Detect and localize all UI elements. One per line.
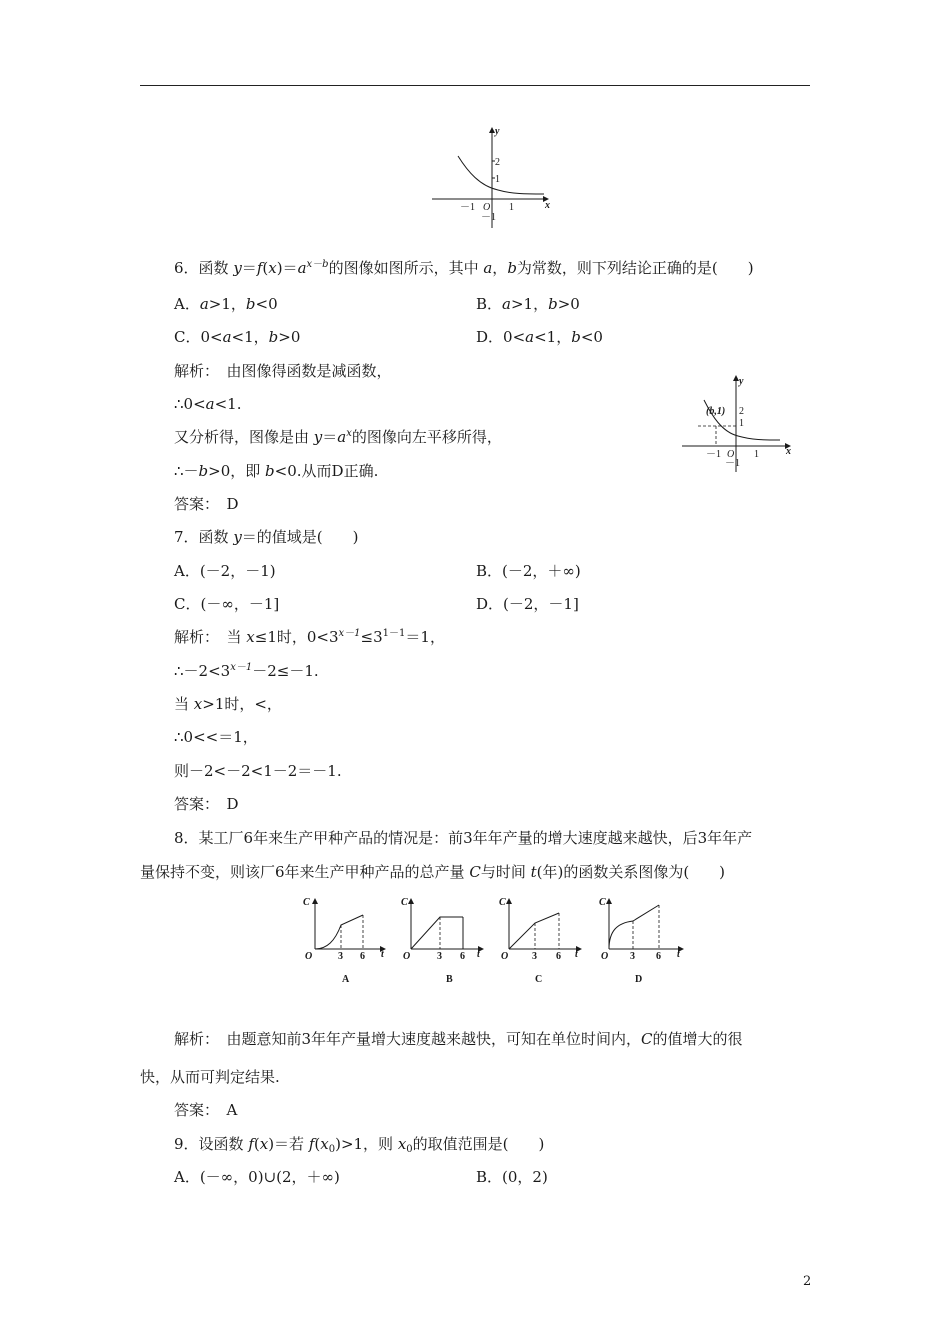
tick-1: 1 bbox=[495, 174, 500, 185]
tick-1-x: 1 bbox=[509, 202, 514, 213]
option-graph-d bbox=[599, 897, 683, 985]
q6-solution-1: 解析： 由图像得函数是减函数， bbox=[174, 362, 392, 380]
point-label: (b,1) bbox=[706, 406, 726, 417]
svg-text:6: 6 bbox=[360, 951, 365, 962]
tick-neg1-y: －1 bbox=[725, 458, 740, 469]
svg-text:O: O bbox=[501, 951, 509, 962]
svg-text:t: t bbox=[575, 949, 578, 960]
q8-solution-2: 快，从而可判定结果. bbox=[140, 1068, 280, 1086]
q6-solution-figure bbox=[680, 372, 800, 472]
q7-answer: 答案： D bbox=[174, 795, 239, 813]
q9-option-a: A．(－∞，0)∪(2，＋∞) bbox=[174, 1168, 340, 1186]
tick-neg1-x: －1 bbox=[460, 202, 475, 213]
origin: O bbox=[727, 449, 735, 460]
svg-text:C: C bbox=[303, 897, 310, 908]
q7-stem: 7．函数 y＝的值域是( ) bbox=[174, 528, 359, 546]
q7-solution-2: $\therefore-2<3^{x-1}-2\le-1$. bbox=[174, 662, 319, 680]
q6-solution-3: 又分析得，图像是由 $y=a^x$的图像向左平移所得， bbox=[174, 428, 502, 446]
q7-solution-5: 则－2<－2<1－2＝－1. bbox=[174, 762, 342, 780]
q8-answer: 答案： A bbox=[174, 1101, 238, 1119]
q7-solution-1: 解析： 当 x≤1时，$0<3^{x-1}\le 3^{1-1}=1$， bbox=[174, 628, 445, 646]
x-label: x bbox=[545, 200, 550, 211]
q6-option-a: A．a>1，b<0 bbox=[174, 295, 278, 313]
tick-1: 1 bbox=[739, 418, 744, 429]
q8-solution-1: 解析： 由题意知前3年年产量增大速度越来越快，可知在单位时间内，C的值增大的很 bbox=[174, 1030, 743, 1048]
svg-text:t: t bbox=[677, 949, 680, 960]
option-graph-a bbox=[303, 897, 385, 985]
svg-text:C: C bbox=[599, 897, 606, 908]
svg-text:C: C bbox=[401, 897, 408, 908]
q6-option-c: C．0<a<1，b>0 bbox=[174, 328, 301, 346]
option-graph-label: A bbox=[342, 974, 350, 985]
option-graph-label: C bbox=[535, 974, 543, 985]
svg-text:C: C bbox=[499, 897, 506, 908]
tick-2: 2 bbox=[739, 406, 744, 417]
q7-option-c: C．(－∞，－1] bbox=[174, 595, 280, 613]
q6-option-d: D．0<a<1，b<0 bbox=[476, 328, 603, 346]
q6-answer: 答案： D bbox=[174, 495, 239, 513]
option-graph-label: D bbox=[635, 974, 643, 985]
svg-text:t: t bbox=[381, 949, 384, 960]
page-number: 2 bbox=[803, 1274, 812, 1289]
q6-solution-4: ∴－b>0，即 b<0.从而D正确. bbox=[174, 462, 379, 480]
option-graph-b bbox=[401, 897, 483, 985]
origin: O bbox=[483, 202, 491, 213]
q7-option-d: D．(－2，－1] bbox=[476, 595, 579, 613]
q6-stem: 6．函数 $y=f(x)=a^{x-b}$的图像如图所示，其中 a，b为常数，则下列结论正确的是( ) bbox=[174, 259, 754, 277]
q6-figure bbox=[428, 124, 568, 234]
svg-text:O: O bbox=[601, 951, 609, 962]
svg-text:3: 3 bbox=[437, 951, 442, 962]
q7-solution-4: ∴0<<＝1， bbox=[174, 728, 258, 746]
q9-option-b: B．(0，2) bbox=[476, 1168, 548, 1186]
option-graph-c bbox=[499, 897, 581, 985]
q7-solution-3: 当 x>1时，<， bbox=[174, 695, 282, 713]
q8-stem-1: 8．某工厂6年来生产甲种产品的情况是：前3年年产量的增大速度越来越快，后3年年产 bbox=[174, 829, 753, 847]
y-label: y bbox=[739, 376, 744, 387]
tick-neg1-x: －1 bbox=[706, 449, 721, 460]
q8-stem-2: 量保持不变，则该厂6年来生产甲种产品的总产量 C与时间 t(年)的函数关系图像为( ) bbox=[140, 863, 726, 881]
tick-2: 2 bbox=[495, 157, 500, 168]
option-graph-label: B bbox=[446, 974, 453, 985]
q8-option-graphs bbox=[295, 893, 695, 993]
q7-option-a: A．(－2，－1) bbox=[174, 562, 276, 580]
curve bbox=[458, 156, 544, 194]
svg-text:O: O bbox=[403, 951, 411, 962]
header-rule bbox=[140, 85, 810, 86]
q9-stem: 9．设函数 f(x)＝若 $f(x_0)>1$，则 $x_0$的取值范围是( ) bbox=[174, 1135, 545, 1155]
svg-text:6: 6 bbox=[556, 951, 561, 962]
svg-text:t: t bbox=[477, 949, 480, 960]
q6-solution-2: ∴0<a<1. bbox=[174, 395, 242, 413]
tick-1-x: 1 bbox=[754, 449, 759, 460]
q7-option-b: B．(－2，＋∞) bbox=[476, 562, 581, 580]
x-label: x bbox=[786, 446, 791, 457]
svg-text:3: 3 bbox=[338, 951, 343, 962]
tick-neg1-y: －1 bbox=[481, 212, 496, 223]
svg-text:O: O bbox=[305, 951, 313, 962]
svg-text:3: 3 bbox=[532, 951, 537, 962]
y-label: y bbox=[495, 126, 500, 137]
svg-text:6: 6 bbox=[656, 951, 661, 962]
q6-option-b: B．a>1，b>0 bbox=[476, 295, 580, 313]
svg-text:6: 6 bbox=[460, 951, 465, 962]
svg-text:3: 3 bbox=[630, 951, 635, 962]
